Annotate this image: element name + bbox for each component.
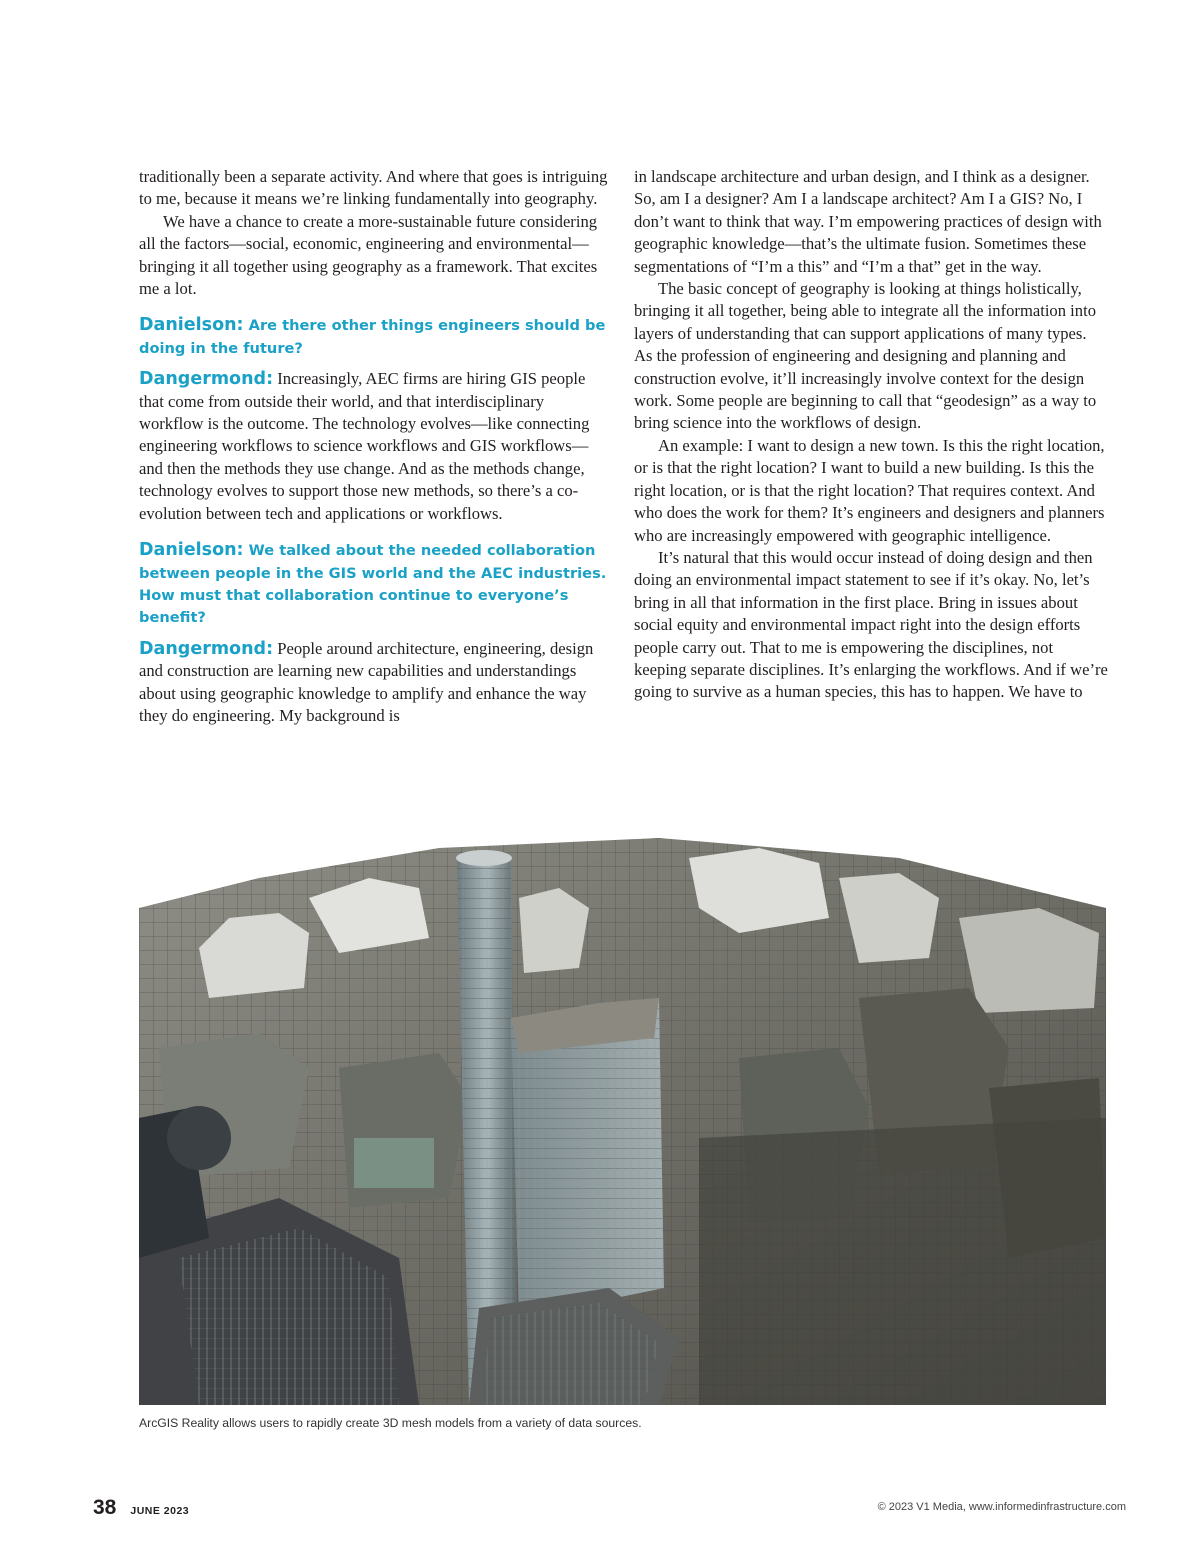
speaker-name: Danielson: (139, 315, 244, 336)
interview-question (139, 539, 611, 630)
speaker-name: Danielson: (139, 540, 244, 561)
interview-answer (139, 638, 611, 728)
city-mesh-photo (139, 838, 1106, 1405)
issue-date: JUNE 2023 (130, 1505, 190, 1517)
paragraph: traditionally been a separate activity. And where that goes is intriguing to me, because it means we’re linking fundamentally into geography. (139, 167, 608, 209)
answer-text: People around architecture, engineering, design and construction are learning new capabilities and understandings about using geographic knowledge to amplify and enhance the way they do engineering. My background is (139, 638, 594, 725)
paragraph: It’s natural that this would occur instead of doing design and then doing an environmental impact statement to see if it’s okay. No, let’s bring in all that information in the first place. Bring in issues about social equity and environmental impact right into the design efforts people carry out. That to me is empowering the disciplines, not keeping separate disciplines. It’s enlarging the workflows. And if we’re going to survive as a human species, this has to happen. We have to (634, 547, 1108, 702)
speaker-name: Dangermond: (139, 369, 274, 390)
left-column (139, 166, 611, 727)
page-footer (93, 1496, 189, 1520)
interview-question (139, 314, 611, 360)
paragraph: We have a chance to create a more-sustainable future considering all the factors—social, economic, engineering and environmental—bringing it all together using geography as a framework. That excites me a lot. (139, 211, 598, 299)
question-text: Are there other things engineers should be doing in the future? (139, 317, 606, 357)
right-column (634, 166, 1108, 704)
paragraph: in landscape architecture and urban design, and I think as a designer. So, am I a designer? Am I a landscape architect? Am I a GIS? No, I don’t want to think that way. I’m empowering practices of design with geographic knowledge—that’s the ultimate fusion. Sometimes these segmentations of “I’m a this” and “I’m a that” get in the way. (634, 167, 1102, 276)
paragraph: An example: I want to design a new town. Is this the right location, or is that the right location? I want to build a new building. Is this the right location, or is that the right location? That requires context. And who does the work for them? It’s engineers and designers and planners who are increasingly empowered with geographic intelligence. (634, 435, 1105, 545)
figure-caption: ArcGIS Reality allows users to rapidly create 3D mesh models from a variety of data sources. (139, 1416, 642, 1430)
paragraph: The basic concept of geography is looking at things holistically, bringing it all together, being able to integrate all the information into layers of understanding that can support applications of many types. As the profession of engineering and designing and planning and construction evolve, it’ll increasingly involve context for the design work. Some people are beginning to call that “geodesign” as a way to bring science into the workflows of design. (634, 279, 1097, 433)
copyright-notice: © 2023 V1 Media, www.informedinfrastructure.com (877, 1501, 1126, 1513)
answer-text: Increasingly, AEC firms are hiring GIS people that come from outside their world, and that interdisciplinary workflow is the outcome. The technology evolves—like connecting engineering workflows to science workflows and GIS workflows—and then the methods they use change. And as the methods change, technology evolves to support those new methods, so there’s a co-evolution between tech and applications or workflows. (139, 369, 590, 523)
speaker-name: Dangermond: (139, 638, 274, 659)
page-number: 38 (93, 1496, 117, 1519)
city-mesh-illustration (139, 838, 1106, 1405)
interview-answer (139, 368, 611, 525)
question-text: We talked about the needed collaboration between people in the GIS world and the AEC industries. How must that collaboration continue to everyone’s benefit? (139, 542, 607, 627)
